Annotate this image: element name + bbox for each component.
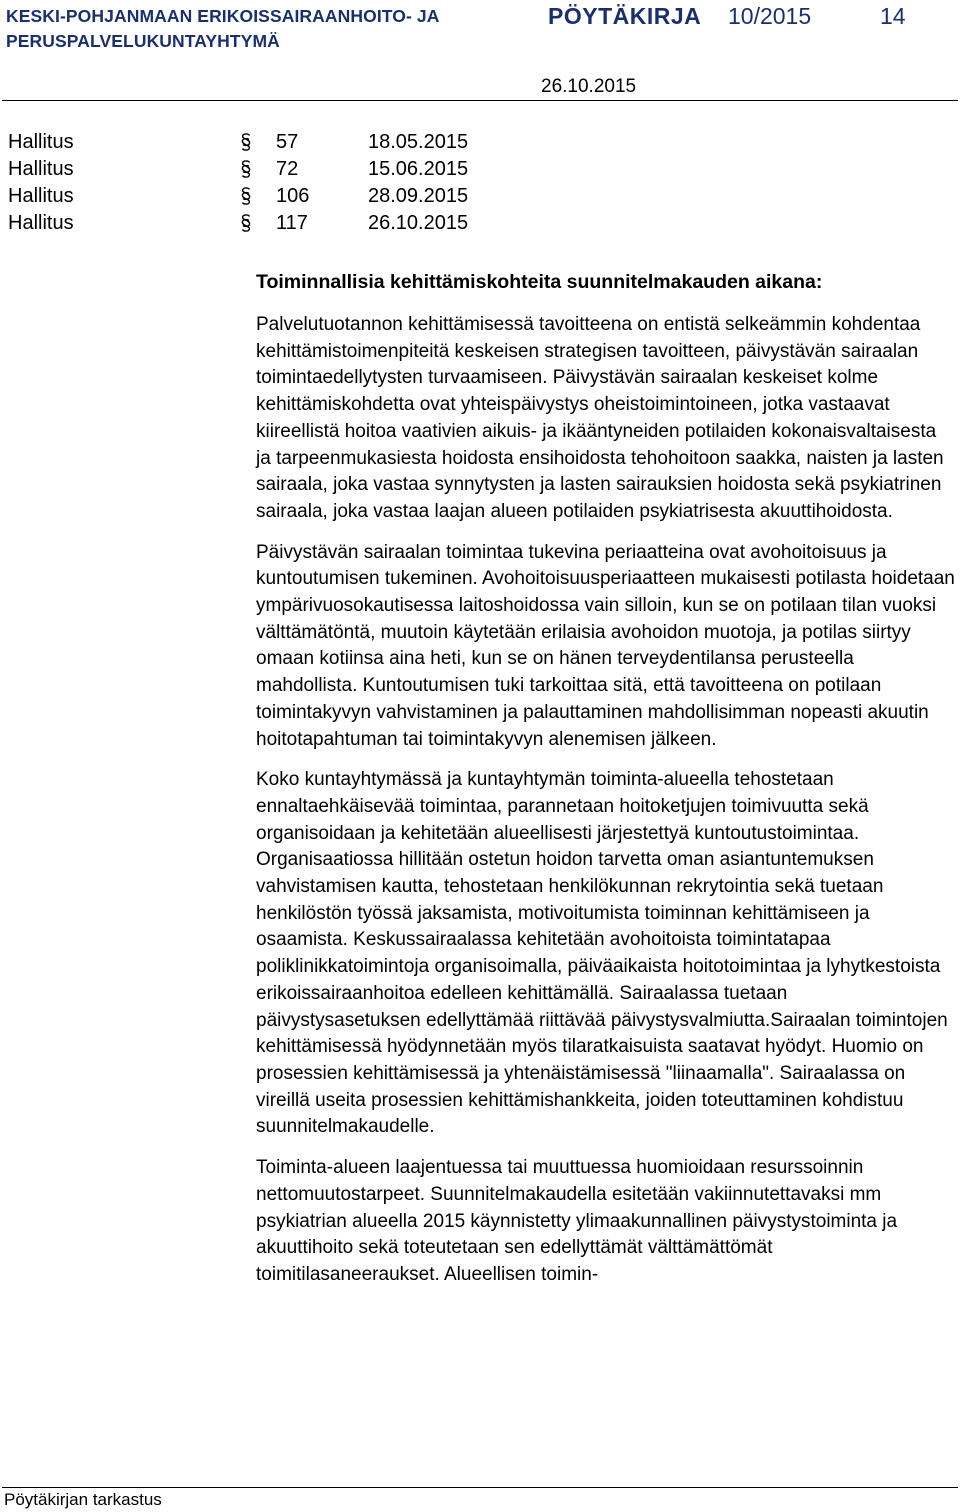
reference-number: 106 xyxy=(276,185,310,207)
section-sign-icon xyxy=(238,132,254,152)
section-sign-icon xyxy=(238,159,254,179)
organization-name: KESKI-POHJANMAAN ERIKOISSAIRAANHOITO- JA PERUSPALVELUKUNTAYHTYMÄ xyxy=(6,6,439,51)
body-paragraph: Koko kuntayhtymässä ja kuntayhtymän toiminta-alueella tehostetaan ennaltaehkäisevää toimintaa, parannetaan hoitoketjujen toimivuutta sekä organisoidaan ja kehitetään alueellisesti järjestettyä kuntoutustoimintaa. Organisaatiossa hillitään ostetun hoidon tarvetta oman asiantuntemuksen vahvistamisen kautta, tehostetaan henkilökunnan rekrytointia sekä tuetaan henkilöstön työssä jaksamista, motivoitumista toiminnan kehittämiseen ja osaamista. Keskussairaalassa kehitetään avohoitoista toimintatapaa poliklinikkatoimintoja organisoimalla, päiväaikaista hoitotoimintaa ja lyhytkestoista erikoissairaanhoitoa edelleen kehittämällä. Sairaalassa tuetaan päivystysasetuksen edellyttämää riittävää päivystysvalmiutta.Sairaalan toimintojen kehittämisessä hyödynnetään myös tilaratkaisuista saatavat hyödyt. Huomio on prosessien kehittämisessä ja yhtenäistämisessä "liinaamalla". Sairaalassa on vireillä useita prosessien kehittämishankkeita, joiden toteuttaminen kohdistuu suunnitelmakaudelle. xyxy=(256,769,948,1138)
header-divider xyxy=(2,100,958,101)
meeting-date: 26.10.2015 xyxy=(541,76,637,97)
reference-row xyxy=(8,156,708,182)
reference-date: 15.06.2015 xyxy=(368,158,469,180)
reference-row xyxy=(8,183,708,209)
document-body xyxy=(256,268,956,1303)
reference-row xyxy=(8,210,708,236)
reference-date: 28.09.2015 xyxy=(368,185,469,207)
section-sign-icon xyxy=(238,186,254,206)
reference-number: 72 xyxy=(276,158,299,180)
document-number: 10/2015 xyxy=(728,3,812,29)
reference-date: 26.10.2015 xyxy=(368,212,469,234)
body-paragraph: Päivystävän sairaalan toimintaa tukevina periaatteina ovat avohoitoisuus ja kuntoutumisen tukeminen. Avohoitoisuusperiaatteen mukaisesti potilasta hoidetaan ympärivuosokautisessa laitoshoidossa vain silloin, kun se on potilaan tilan vuoksi välttämätöntä, muutoin käytetään erilaisia avohoidon muotoja, ja potilas siirtyy omaan kotiinsa aina heti, kun se on hänen terveydentilansa perusteella mahdollista. Kuntoutumisen tuki tarkoittaa sitä, että tavoitteena on potilaan toimintakyvyn vahvistaminen ja palauttaminen mahdollisimman nopeasti akuutin hoitotapahtuman tai toimintakyvyn alenemisen jälkeen. xyxy=(256,541,955,750)
reference-org: Hallitus xyxy=(8,212,74,234)
reference-org: Hallitus xyxy=(8,158,74,180)
footer-label: Pöytäkirjan tarkastus xyxy=(4,1490,162,1509)
document-type: PÖYTÄKIRJA xyxy=(548,3,702,29)
section-sign-icon xyxy=(238,213,254,233)
reference-org: Hallitus xyxy=(8,185,74,207)
reference-date: 18.05.2015 xyxy=(368,131,469,153)
footer-divider xyxy=(2,1487,958,1488)
reference-org: Hallitus xyxy=(8,131,74,153)
section-heading: Toiminnallisia kehittämiskohteita suunnitelmakauden aikana: xyxy=(256,271,823,293)
body-paragraph: Palvelutuotannon kehittämisessä tavoitteena on entistä selkeämmin kohdentaa kehittämistoimenpiteitä keskeisen strategisen tavoitteen, päivystävän sairaalan toimintaedellytysten turvaamiseen. Päivystävän sairaalan keskeiset kolme kehittämiskohdetta ovat yhteispäivystys oheistoimintoineen, jotka vastaavat kiireellistä hoitoa vaativien aikuis- ja ikääntyneiden potilaiden kokonaisvaltaisesta ja tarpeenmukasiesta hoidosta ensihoidosta tehohoitoon saakka, naisten ja lasten sairaala, joka vastaa synnytysten ja lasten sairauksien hoidosta sekä psykiatrinen sairaala, joka vastaa laajan alueen potilaiden psykiatrisesta akuuttihoidosta. xyxy=(256,314,944,522)
reference-number: 117 xyxy=(276,212,308,234)
reference-row xyxy=(8,129,708,155)
body-paragraph: Toiminta-alueen laajentuessa tai muuttuessa huomioidaan resurssoinnin nettomuutostarpeet. Suunnitelmakaudella esitetään vakiinnutettavaksi mm psykiatrian alueella 2015 käynnistetty ylimaakunnallinen päivystystoiminta ja akuuttihoito sekä toteutetaan sen edellyttämät välttämättömät toimitilasaneeraukset. Alueellisen toimin- xyxy=(256,1157,898,1285)
reference-number: 57 xyxy=(276,131,299,153)
page-number: 14 xyxy=(880,3,906,29)
